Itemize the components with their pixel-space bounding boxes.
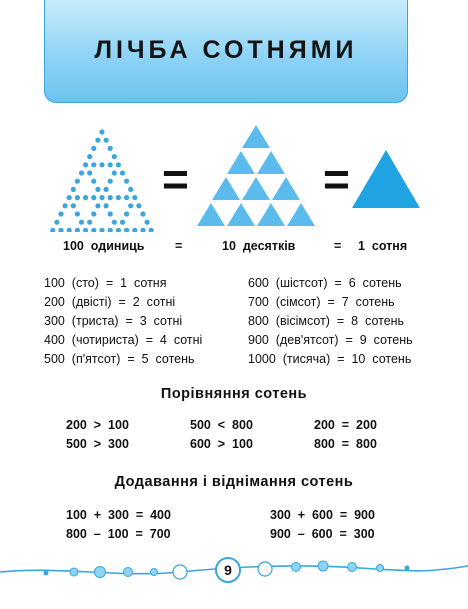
ten-triangle xyxy=(257,203,285,226)
unit-dot xyxy=(124,179,129,184)
number-row-1000: 1000 (тисяча) = 10 сотень xyxy=(248,352,412,366)
unit-dot xyxy=(58,228,63,232)
unit-dot xyxy=(104,138,109,143)
ten-triangle xyxy=(272,177,300,200)
unit-dot xyxy=(116,228,121,232)
number-row-600: 600 (шістсот) = 6 сотень xyxy=(248,276,402,290)
comparison-item: 600 > 100 xyxy=(190,437,253,451)
unit-dot xyxy=(75,211,80,216)
unit-dot xyxy=(63,203,68,208)
unit-dot xyxy=(79,170,84,175)
hundred-triangle xyxy=(352,150,420,208)
unit-dot xyxy=(120,170,125,175)
unit-dot xyxy=(95,138,100,143)
number-row-900: 900 (дев'ятсот) = 9 сотень xyxy=(248,333,413,347)
unit-dot xyxy=(112,220,117,225)
unit-dot xyxy=(128,187,133,192)
ten-triangle xyxy=(242,125,270,148)
unit-dot xyxy=(108,179,113,184)
comparison-item: 800 = 800 xyxy=(314,437,377,451)
unit-dot xyxy=(91,211,96,216)
unit-dot xyxy=(124,211,129,216)
unit-dot xyxy=(79,220,84,225)
ten-triangle xyxy=(212,177,240,200)
number-row-100: 100 (сто) = 1 сотня xyxy=(44,276,167,290)
unit-dot xyxy=(87,170,92,175)
unit-dot xyxy=(91,195,96,200)
unit-dot xyxy=(132,228,137,232)
unit-dot xyxy=(112,170,117,175)
number-row-800: 800 (вісімсот) = 8 сотень xyxy=(248,314,405,328)
unit-dot xyxy=(91,146,96,151)
number-row-400: 400 (чотириста) = 4 сотні xyxy=(44,333,203,347)
page-number: 9 xyxy=(215,557,241,583)
number-row-200: 200 (двісті) = 2 сотні xyxy=(44,295,176,309)
unit-dot xyxy=(50,228,55,232)
unit-dot xyxy=(83,228,88,232)
unit-dot xyxy=(75,228,80,232)
unit-dot xyxy=(91,179,96,184)
unit-dot xyxy=(116,162,121,167)
unit-dot xyxy=(54,220,59,225)
unit-dot xyxy=(108,228,113,232)
equals-sign-2: = xyxy=(323,153,350,205)
unit-dot xyxy=(75,179,80,184)
unit-dot xyxy=(149,228,154,232)
ten-triangle xyxy=(197,203,225,226)
page-title: ЛІЧБА СОТНЯМИ xyxy=(94,36,358,64)
unit-dot xyxy=(58,211,63,216)
unit-dot xyxy=(116,195,121,200)
unit-dot xyxy=(132,195,137,200)
unit-dot xyxy=(108,146,113,151)
comparison-item: 500 > 300 xyxy=(66,437,129,451)
unit-dot xyxy=(75,195,80,200)
unit-dot xyxy=(83,195,88,200)
unit-dot xyxy=(91,228,96,232)
caption-hundred: 1 сотня xyxy=(358,239,408,253)
unit-dot xyxy=(95,203,100,208)
number-row-300: 300 (триста) = 3 сотні xyxy=(44,314,183,328)
unit-dot xyxy=(112,154,117,159)
unit-dot xyxy=(140,211,145,216)
unit-dot xyxy=(108,162,113,167)
hundred-triangle-figure xyxy=(352,150,420,208)
unit-dot xyxy=(95,187,100,192)
unit-dot xyxy=(99,162,104,167)
unit-dot xyxy=(71,187,76,192)
ten-triangles-figure xyxy=(195,124,317,232)
unit-dot xyxy=(120,220,125,225)
unit-dot xyxy=(87,220,92,225)
unit-dot xyxy=(71,203,76,208)
unit-dot xyxy=(67,195,72,200)
operation-item: 300 + 600 = 900 xyxy=(270,508,375,522)
operations-heading: Додавання і віднімання сотень xyxy=(114,474,354,490)
operation-item: 100 + 300 = 400 xyxy=(66,508,171,522)
unit-dot xyxy=(99,228,104,232)
unit-dot xyxy=(83,162,88,167)
ten-triangle xyxy=(287,203,315,226)
unit-dot xyxy=(104,203,109,208)
caption-tens: 10 десятків xyxy=(222,239,296,253)
unit-dot xyxy=(108,211,113,216)
unit-dot xyxy=(108,195,113,200)
ten-triangle xyxy=(242,177,270,200)
comparison-item: 500 < 800 xyxy=(190,418,253,432)
unit-dot xyxy=(140,228,145,232)
comparison-item: 200 = 200 xyxy=(314,418,377,432)
unit-dot xyxy=(99,195,104,200)
ten-triangle xyxy=(257,151,285,174)
ten-triangle xyxy=(227,151,255,174)
caption-equals-a: = xyxy=(175,239,183,253)
unit-dot xyxy=(87,154,92,159)
number-row-500: 500 (п'ятсот) = 5 сотень xyxy=(44,352,195,366)
operation-item: 900 – 600 = 300 xyxy=(270,527,375,541)
equals-sign-1: = xyxy=(162,153,189,205)
comparison-item: 200 > 100 xyxy=(66,418,129,432)
caption-equals-b: = xyxy=(334,239,342,253)
ten-triangle xyxy=(227,203,255,226)
unit-dot xyxy=(136,203,141,208)
unit-dot xyxy=(99,129,104,134)
unit-dot xyxy=(128,203,133,208)
operation-item: 800 – 100 = 700 xyxy=(66,527,171,541)
comparison-heading: Порівняння сотень xyxy=(160,386,308,402)
unit-dot xyxy=(91,162,96,167)
unit-dot xyxy=(104,187,109,192)
caption-units: 100 одиниць xyxy=(63,239,145,253)
title-banner xyxy=(44,0,408,103)
dots-triangle-figure xyxy=(44,128,160,232)
unit-dot xyxy=(124,195,129,200)
unit-dot xyxy=(67,228,72,232)
unit-dot xyxy=(145,220,150,225)
unit-dot xyxy=(124,228,129,232)
number-row-700: 700 (сімсот) = 7 сотень xyxy=(248,295,395,309)
